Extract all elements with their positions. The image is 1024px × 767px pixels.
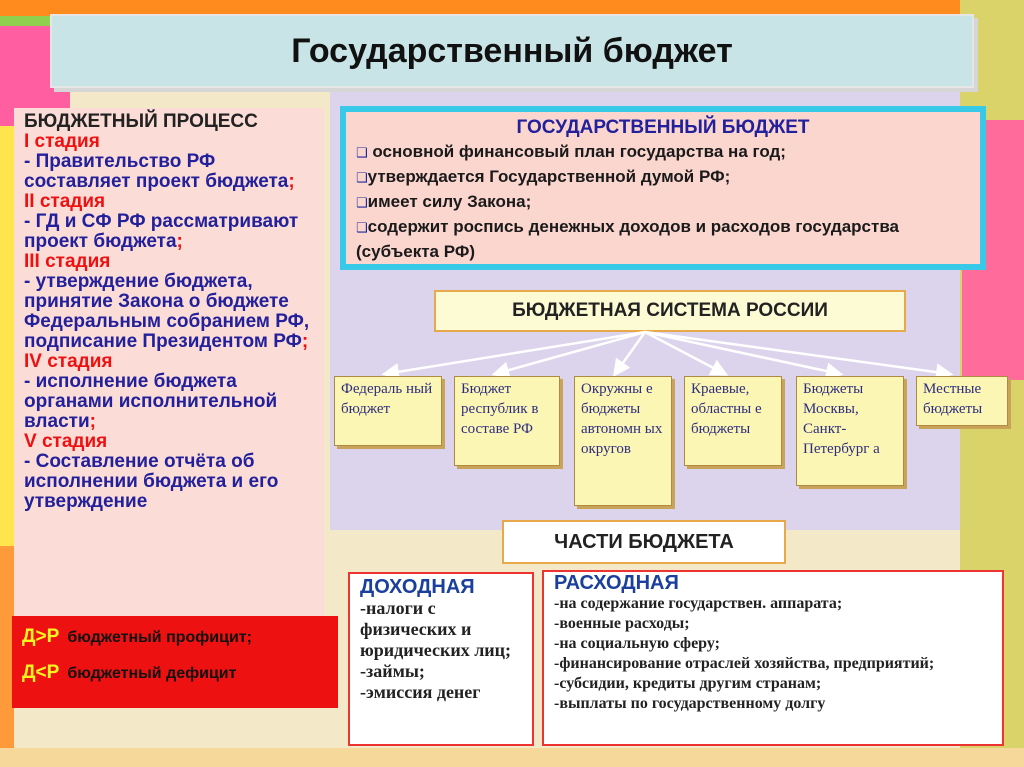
expense-item: -на социальную сферу; <box>554 635 720 652</box>
stage-end: ; <box>89 411 96 432</box>
arrow-local <box>645 332 950 374</box>
stage-name: V стадия <box>24 431 108 452</box>
budget-level-federal: Федераль ный бюджет <box>334 376 442 446</box>
budget-level-local: Местные бюджеты <box>916 376 1008 426</box>
income-item: -налоги с физических и юридических лиц; <box>360 598 512 660</box>
income-part-box <box>348 572 534 746</box>
budget-level-autonomous-districts: Окружны е бюджеты автономн ых округов <box>574 376 672 506</box>
stage-end: ; <box>288 171 295 192</box>
background-block-yellow <box>0 126 14 546</box>
stage-4 <box>24 352 314 432</box>
budget-parts-header: ЧАСТИ БЮДЖЕТА <box>502 520 786 564</box>
budget-process-panel <box>14 108 324 616</box>
expense-item: -на содержание государствен. аппарата; <box>554 595 843 612</box>
stage-text: - ГД и СФ РФ рассматривают проект бюджета <box>24 211 299 252</box>
balance-symbol: Д>Р <box>22 626 60 647</box>
budget-level-regional: Краевые, областны е бюджеты <box>684 376 782 466</box>
checkbox-bullet-icon: ❑ <box>356 221 368 236</box>
budget-balance-panel <box>12 616 338 708</box>
background-bottom-band <box>0 748 1024 767</box>
stage-text: - Составление отчёта об исполнении бюджета и его утверждение <box>24 451 279 512</box>
definition-item: ❑содержит роспись денежных доходов и расходов государства (субъекта РФ) <box>356 217 900 261</box>
stage-text: - исполнение бюджета органами исполнительной власти <box>24 371 278 432</box>
expense-title: РАСХОДНАЯ <box>554 572 679 594</box>
stage-name: II стадия <box>24 191 106 212</box>
expense-item: -финансирование отраслей хозяйства, предприятий; <box>554 655 935 672</box>
checkbox-bullet-icon: ❑ <box>356 146 368 161</box>
stage-5 <box>24 432 314 512</box>
budget-level-republics: Бюджет республик в составе РФ <box>454 376 560 466</box>
expense-item: -выплаты по государственному долгу <box>554 695 826 712</box>
income-item: -займы; <box>360 661 425 681</box>
stage-end: ; <box>301 331 309 352</box>
income-item: -эмиссия денег <box>360 682 481 702</box>
definition-item: ❑имеет силу Закона; <box>356 192 532 211</box>
budget-system-header: БЮДЖЕТНАЯ СИСТЕМА РОССИИ <box>434 290 906 332</box>
stage-text: - утверждение бюджета, принятие Закона о бюджете Федеральным собранием РФ, подписание Президентом РФ <box>24 271 310 352</box>
stage-3 <box>24 252 314 352</box>
budget-level-federal-cities: Бюджеты Москвы, Санкт-Петербург а <box>796 376 904 486</box>
stage-name: III стадия <box>24 251 111 272</box>
budget-process-header: БЮДЖЕТНЫЙ ПРОЦЕСС <box>24 111 258 132</box>
definition-item: ❑ основной финансовый план государства на год; <box>356 142 786 161</box>
checkbox-bullet-icon: ❑ <box>356 196 368 211</box>
expense-item: -военные расходы; <box>554 615 690 632</box>
balance-deficit <box>22 662 328 684</box>
checkbox-bullet-icon: ❑ <box>356 171 368 186</box>
state-budget-definition-box <box>340 106 986 270</box>
expense-part-box <box>542 570 1004 746</box>
stage-1 <box>24 132 314 192</box>
balance-symbol: Д<Р <box>22 662 60 683</box>
definition-header: ГОСУДАРСТВЕННЫЙ БЮДЖЕТ <box>516 117 810 138</box>
balance-label: бюджетный дефицит <box>67 665 237 682</box>
balance-surplus <box>22 626 328 648</box>
expense-item: -субсидии, кредиты другим странам; <box>554 675 822 692</box>
stage-text: - Правительство РФ составляет проект бюджета <box>24 151 289 192</box>
stage-2 <box>24 192 314 252</box>
arrow-federal-cities <box>645 332 840 374</box>
income-title: ДОХОДНАЯ <box>360 576 475 598</box>
budget-system-connectors <box>330 330 960 378</box>
stage-end: ; <box>176 231 183 252</box>
stage-name: IV стадия <box>24 351 113 372</box>
page-title: Государственный бюджет <box>50 14 974 88</box>
stage-name: I стадия <box>24 131 100 152</box>
balance-label: бюджетный профицит; <box>67 629 252 646</box>
definition-item: ❑утверждается Государственной думой РФ; <box>356 167 731 186</box>
